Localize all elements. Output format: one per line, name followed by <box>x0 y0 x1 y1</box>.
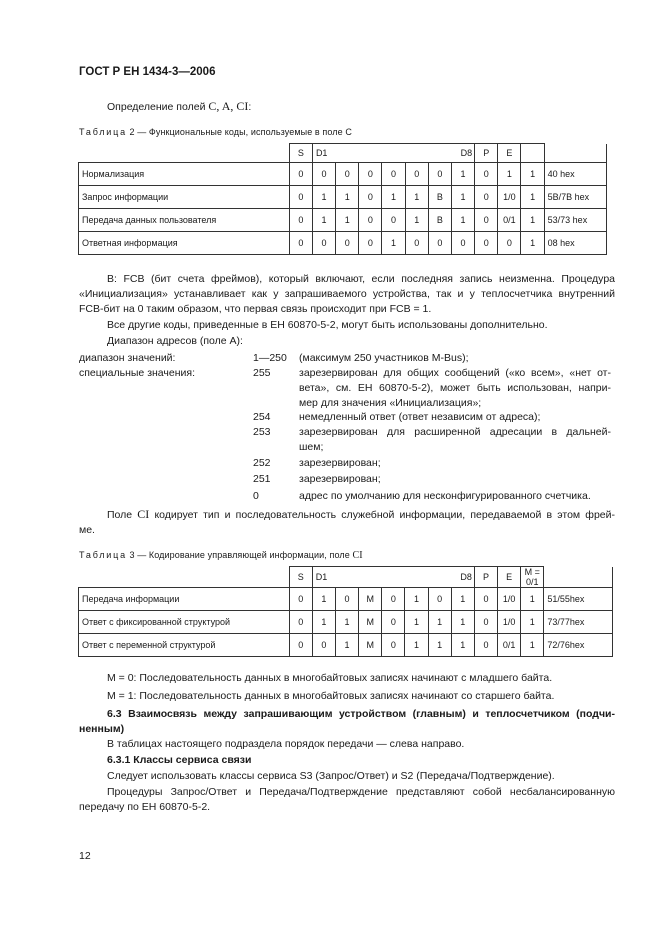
bit-cell: 0 <box>312 232 335 255</box>
bit-cell: 1 <box>428 634 451 657</box>
bit-cell: 0 <box>382 611 405 634</box>
header-cell <box>359 144 382 163</box>
header-cell: D8 <box>451 144 474 163</box>
table-row <box>79 209 607 232</box>
bit-cell: 1 <box>382 232 405 255</box>
header-cell: D1 <box>312 567 335 588</box>
range-value: 254 <box>253 411 271 423</box>
address-range-heading: Диапазон адресов (поле A): <box>107 335 243 347</box>
table3-caption-text: 3 — Кодирование управляющей информации, поле <box>126 550 353 560</box>
range-description: шем; <box>299 441 324 453</box>
header-cell <box>405 144 428 163</box>
bit-cell: 0 <box>475 186 498 209</box>
header-cell <box>428 567 451 588</box>
bit-cell: 0 <box>289 209 312 232</box>
table-corner <box>79 567 290 588</box>
range-description: зарезервирован для общих сообщений («ко всем», «нет от- <box>299 367 611 379</box>
section-6-3-1-heading <box>107 753 251 768</box>
range-description: зарезервирован; <box>299 457 381 469</box>
bit-cell: 1 <box>312 186 335 209</box>
bit-cell: 1 <box>405 611 428 634</box>
bit-cell: 1 <box>521 186 544 209</box>
header-cell <box>336 144 359 163</box>
paragraph-line: FCB-бит на 0 таким образом, что первая связь происходит при FCB = 1. <box>79 303 432 315</box>
bit-cell: 0 <box>382 209 405 232</box>
bit-cell: 1 <box>405 186 428 209</box>
page-number: 12 <box>79 850 91 862</box>
range-value: 253 <box>253 426 271 438</box>
bit-cell: M <box>359 588 382 611</box>
paragraph-line: B: FCB (бит счета фреймов), который включают, если последняя запись неизменна. Процедура <box>107 273 615 285</box>
ci-text-c: ме. <box>79 524 95 536</box>
bit-cell: 1 <box>336 186 359 209</box>
header-cell <box>521 144 544 163</box>
header-cell <box>335 567 358 588</box>
m0-note: M = 0: Последовательность данных в многобайтовых записях начинают с младшего байта. <box>107 672 553 684</box>
bit-cell: 0 <box>428 163 451 186</box>
table-row <box>79 163 607 186</box>
hex-value-cell: 53/73 hex <box>544 209 606 232</box>
bit-cell: B <box>428 209 451 232</box>
header-cell: S <box>289 567 312 588</box>
bit-cell: 1 <box>521 232 544 255</box>
bit-cell: 0 <box>382 588 405 611</box>
bit-cell: 0 <box>289 634 312 657</box>
bit-cell: 1 <box>521 634 544 657</box>
row-label: Передача данных пользователя <box>79 209 290 232</box>
row-label: Передача информации <box>79 588 290 611</box>
bit-cell: 1 <box>405 588 428 611</box>
row-label: Запрос информации <box>79 186 290 209</box>
bit-cell: 0 <box>475 232 498 255</box>
table-row <box>79 186 607 209</box>
bit-cell: 0 <box>451 232 474 255</box>
intro-suffix: : <box>248 101 252 113</box>
header-cell <box>428 144 451 163</box>
bit-cell: 1/0 <box>498 611 521 634</box>
ci-paragraph <box>79 507 615 538</box>
range-description: (максимум 250 участников M-Bus); <box>299 352 469 364</box>
table-row <box>79 588 613 611</box>
bit-cell: 1 <box>312 588 335 611</box>
hex-value-cell: 72/76hex <box>544 634 613 657</box>
table-corner <box>79 144 290 163</box>
range-value: 252 <box>253 457 271 469</box>
table3-caption-word: Таблица <box>79 550 127 560</box>
bit-cell: 0 <box>475 163 498 186</box>
table3-caption-ci: CI <box>352 550 363 561</box>
range-description: мер для значения «Инициализация»; <box>299 397 482 409</box>
hex-value-cell: 08 hex <box>544 232 606 255</box>
bit-cell: 1/0 <box>498 186 521 209</box>
m1-note: M = 1: Последовательность данных в многобайтовых записях начинают со старшего байта. <box>107 690 555 702</box>
bit-cell: 0 <box>405 232 428 255</box>
bit-cell: 0 <box>312 634 335 657</box>
bit-cell: 1 <box>382 186 405 209</box>
row-label: Нормализация <box>79 163 290 186</box>
header-cell: P <box>475 144 498 163</box>
bit-cell: 0 <box>428 588 451 611</box>
range-description: адрес по умолчанию для несконфигурированного счетчика. <box>299 490 591 502</box>
control-info-table <box>78 566 613 657</box>
section-title-line2: ненным) <box>79 723 125 735</box>
bit-cell: 0 <box>336 163 359 186</box>
header-cell: D8 <box>451 567 474 588</box>
hex-value-cell: 5B/7B hex <box>544 186 606 209</box>
row-label: Ответ с переменной структурой <box>79 634 290 657</box>
bit-cell: 0 <box>428 232 451 255</box>
bit-cell: 1 <box>428 611 451 634</box>
other-codes-paragraph: Все другие коды, приведенные в ЕН 60870-5-2, могут быть использованы дополнительно. <box>107 319 548 331</box>
function-codes-table <box>78 143 607 255</box>
bit-cell: 1 <box>451 588 474 611</box>
range-description: вета», см. ЕН 60870-5-2), может быть использован, напри- <box>299 382 611 394</box>
ci-text-a: Поле <box>107 509 138 521</box>
intro-prefix: Определение полей <box>107 101 209 113</box>
service-classes-paragraph: Следует использовать классы сервиса S3 (Запрос/Ответ) и S2 (Передача/Подтверждение). <box>107 770 555 782</box>
table-header-row <box>79 144 607 163</box>
row-label: Ответная информация <box>79 232 290 255</box>
header-cell: E <box>498 567 521 588</box>
bit-cell: B <box>428 186 451 209</box>
header-cell <box>359 567 382 588</box>
bit-cell: 0 <box>474 611 497 634</box>
paragraph-line: передачу по ЕН 60870-5-2. <box>79 801 211 813</box>
header-cell <box>405 567 428 588</box>
bit-cell: 1 <box>451 209 474 232</box>
document-header: ГОСТ Р ЕН 1434-3—2006 <box>79 66 216 78</box>
bit-cell: 1 <box>335 611 358 634</box>
bit-cell: 0 <box>289 588 312 611</box>
bit-cell: 1 <box>498 163 521 186</box>
bit-cell: 1 <box>312 611 335 634</box>
header-cell <box>382 567 405 588</box>
section-number: 6.3.1 <box>107 754 131 766</box>
header-cell: M = 0/1 <box>521 567 544 588</box>
bit-cell: 1 <box>312 209 335 232</box>
bit-cell: 1/0 <box>498 588 521 611</box>
bit-cell: 0 <box>289 611 312 634</box>
section-title: Классы сервиса связи <box>133 754 252 766</box>
header-cell <box>382 144 405 163</box>
bit-cell: 0/1 <box>498 209 521 232</box>
table2-caption <box>79 125 352 140</box>
table-corner <box>544 567 613 588</box>
bit-cell: 0 <box>498 232 521 255</box>
bit-cell: 0 <box>359 163 382 186</box>
bit-cell: 0/1 <box>498 634 521 657</box>
header-cell: S <box>289 144 312 163</box>
bit-cell: 0 <box>405 163 428 186</box>
paragraph-line: Процедуры Запрос/Ответ и Передача/Подтверждение представляют собой несбалансированную <box>107 786 615 798</box>
table2-caption-word: Таблица <box>79 127 127 137</box>
bit-cell: 1 <box>336 209 359 232</box>
row-label: Ответ с фиксированной структурой <box>79 611 290 634</box>
procedures-paragraph <box>79 785 615 815</box>
bit-cell: 0 <box>289 232 312 255</box>
intro-line <box>107 99 251 115</box>
section-title-line1: Взаимосвязь между запрашивающим устройством (главным) и теплосчетчиком (подчи- <box>128 708 616 720</box>
ci-term: CI <box>137 507 150 521</box>
hex-value-cell: 40 hex <box>544 163 606 186</box>
bit-cell: 0 <box>474 588 497 611</box>
bit-cell: 1 <box>521 611 544 634</box>
bit-cell: 0 <box>289 186 312 209</box>
range-label: специальные значения: <box>79 367 195 379</box>
range-label: диапазон значений: <box>79 352 176 364</box>
bit-cell: 1 <box>451 611 474 634</box>
bit-cell: 0 <box>475 209 498 232</box>
range-value: 1—250 <box>253 352 287 364</box>
bit-cell: 1 <box>521 209 544 232</box>
header-cell: E <box>498 144 521 163</box>
bit-cell: 1 <box>451 634 474 657</box>
bit-cell: 1 <box>521 163 544 186</box>
bit-cell: 0 <box>336 232 359 255</box>
fcb-paragraph <box>79 272 615 317</box>
paragraph-line: «Инициализация» устанавливает как у запрашиваемого устройства, так и у теплосчетчика внутренний <box>79 288 615 300</box>
bit-cell: 0 <box>289 163 312 186</box>
bit-cell: 0 <box>474 634 497 657</box>
table3-caption <box>79 548 363 563</box>
range-value: 251 <box>253 473 271 485</box>
bit-cell: M <box>359 634 382 657</box>
ci-text-b: кодирует тип и последовательность служебной информации, передаваемой в этом фрей- <box>149 509 615 521</box>
header-cell: P <box>474 567 497 588</box>
intro-fields: C, A, CI <box>208 99 249 113</box>
hex-value-cell: 51/55hex <box>544 588 613 611</box>
table-corner <box>544 144 606 163</box>
range-value: 255 <box>253 367 271 379</box>
bit-cell: 1 <box>521 588 544 611</box>
range-description: немедленный ответ (ответ независим от адреса); <box>299 411 541 423</box>
hex-value-cell: 73/77hex <box>544 611 613 634</box>
range-description: зарезервирован; <box>299 473 381 485</box>
range-value: 0 <box>253 490 259 502</box>
bit-cell: 0 <box>359 209 382 232</box>
table-row <box>79 611 613 634</box>
bit-cell: M <box>359 611 382 634</box>
section-6-3-heading <box>79 707 615 737</box>
table-row <box>79 634 613 657</box>
bit-cell: 1 <box>335 634 358 657</box>
bit-cell: 0 <box>335 588 358 611</box>
bit-cell: 1 <box>451 163 474 186</box>
bit-cell: 0 <box>382 634 405 657</box>
table-header-row <box>79 567 613 588</box>
bit-cell: 0 <box>359 232 382 255</box>
table-row <box>79 232 607 255</box>
bit-cell: 0 <box>382 163 405 186</box>
range-description: зарезервирован для расширенной адресации в дальней- <box>299 426 611 438</box>
bit-cell: 1 <box>451 186 474 209</box>
header-cell: D1 <box>312 144 335 163</box>
table2-caption-text: 2 — Функциональные коды, используемые в поле C <box>126 127 352 137</box>
bit-cell: 1 <box>405 634 428 657</box>
bit-cell: 0 <box>312 163 335 186</box>
bit-cell: 0 <box>359 186 382 209</box>
section-6-3-text: В таблицах настоящего подраздела порядок передачи — слева направо. <box>107 738 465 750</box>
section-number: 6.3 <box>107 708 122 720</box>
bit-cell: 1 <box>405 209 428 232</box>
